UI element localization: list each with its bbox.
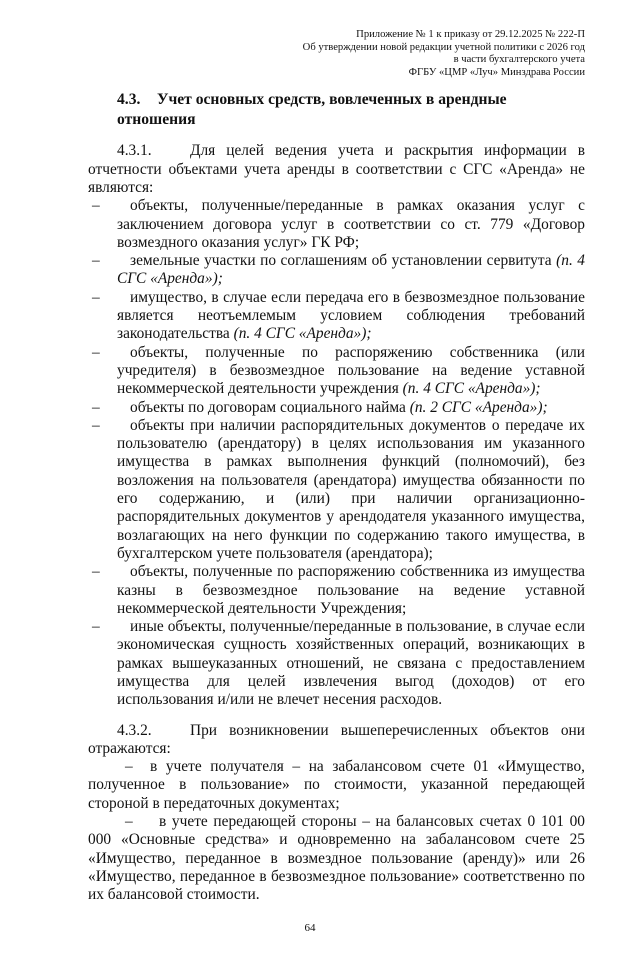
- list-item-text: объекты, полученные/переданные в рамках оказания услуг с заключением договора услуг в соответствии со ст. 779 «Договор возмездного оказания услуг» ГК РФ;: [117, 197, 585, 251]
- list-item: [88, 813, 585, 904]
- list-item-text: иные объекты, полученные/переданные в пользование, в случае если экономическая сущность хозяйственных операций, возникающих в рамках вышеуказанных отношений, не связана с предоставлением имущества для целей извлечения выгод (доходов) от его использования и/или не влечет несения расходов.: [117, 618, 585, 709]
- list-item-reference: (п. 4 СГС «Аренда»);: [117, 252, 586, 288]
- section-title-text: Учет основных средств, вовлеченных в арендные отношения: [117, 91, 507, 129]
- list-item: [88, 399, 585, 417]
- dash-marker: –: [92, 197, 100, 215]
- list-item: [88, 758, 585, 813]
- dash-marker: –: [92, 343, 100, 361]
- header-line: Приложение № 1 к приказу от 29.12.2025 № 222-П: [356, 29, 585, 40]
- list-item-text: в учете передающей стороны – на балансовых счетах 0 101 00 000 «Основные средства» и одновременно на забалансовом счете 25 «Имущество, переданное в возмездное пользование (аренду)» или 26 «Имущество, переданное в безвозмездное пользование» соответственно по их балансовой стоимости.: [88, 813, 585, 904]
- document-body: [88, 142, 585, 904]
- list-item: [88, 252, 585, 289]
- dash-marker: –: [92, 618, 100, 636]
- section-title: [117, 90, 585, 130]
- dash-marker: –: [125, 813, 133, 831]
- list-item: [88, 417, 585, 563]
- header-line: в части бухгалтерского учета: [453, 54, 585, 66]
- dash-marker: –: [92, 416, 100, 434]
- paragraph-number: 4.3.2.: [117, 721, 152, 739]
- list-item-reference: (п. 4 СГС «Аренда»);: [402, 380, 541, 398]
- dash-marker: –: [92, 252, 100, 270]
- document-header: [88, 29, 585, 79]
- list-item-text: объекты при наличии распорядительных документов о передаче их пользователю (арендатору) в целях использования им указанного имущества в рамках выполнения функций (полномочий), без возложения на пользователя (арендатора) имущества обязанности по его содержанию, и (или) при наличии организационно-распорядительных документов у арендодателя указанного имущества, возлагающих на него функции по содержанию такого имущества, в бухгалтерском учете пользователя (арендатора);: [117, 416, 585, 562]
- list-item-text: объекты по договорам социального найма: [130, 398, 410, 416]
- dash-marker: –: [92, 288, 100, 306]
- paragraph-number: 4.3.1.: [117, 142, 152, 160]
- paragraph-text: При возникновении вышеперечисленных объектов они отражаются:: [88, 721, 585, 757]
- paragraph-4-3-1: [88, 142, 585, 197]
- bullet-list: [88, 197, 585, 709]
- dash-marker: –: [125, 758, 133, 776]
- list-item: [88, 563, 585, 618]
- header-line: ФГБУ «ЦМР «Луч» Минздрава России: [408, 66, 585, 78]
- list-item: [88, 289, 585, 344]
- dash-marker: –: [92, 398, 100, 416]
- list-item-text: объекты, полученные по распоряжению собственника из имущества казны в безвозмездное пользование на ведение уставной некоммерческой деятельности Учреждения;: [117, 563, 585, 617]
- page-number: 64: [304, 921, 316, 934]
- dash-marker: –: [92, 563, 100, 581]
- list-item: [88, 618, 585, 709]
- header-line: Об утверждении новой редакции учетной политики с 2026 год: [302, 41, 585, 53]
- paragraph-text: Для целей ведения учета и раскрытия информации в отчетности объектами учета аренды в соответствии с СГС «Аренда» не являются:: [88, 142, 585, 196]
- section-number: 4.3.: [117, 91, 141, 109]
- list-item-text: земельные участки по соглашениям об установлении сервитута: [130, 252, 557, 270]
- list-item-text: имущество, в случае если передача его в безвозмездное пользование является неотъемлемым условием соблюдения требований законодательства: [117, 288, 585, 343]
- list-item: [88, 344, 585, 399]
- list-item-text: в учете получателя – на забалансовом счете 01 «Имущество, полученное в пользование» по стоимости, указанной передающей стороной в передаточных документах;: [88, 758, 585, 812]
- list-item: [88, 197, 585, 252]
- paragraph-4-3-2: [88, 722, 585, 759]
- list-item-text: объекты, полученные по распоряжению собственника (или учредителя) в безвозмездное пользование на ведение уставной некоммерческой деятельности учреждения: [117, 343, 585, 398]
- list-item-reference: (п. 2 СГС «Аренда»);: [409, 398, 548, 416]
- list-item-reference: (п. 4 СГС «Аренда»);: [233, 325, 372, 343]
